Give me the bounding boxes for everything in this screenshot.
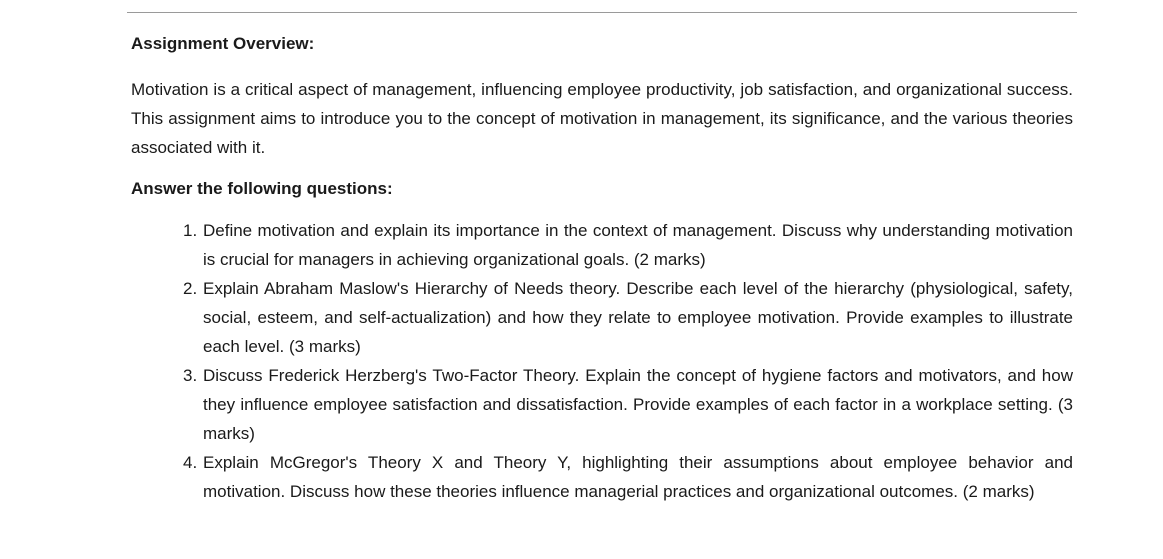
questions-list [131,216,1073,506]
question-item-1 [131,216,1073,274]
question-item-2 [131,274,1073,361]
question-item-3 [131,361,1073,448]
question-text: Explain McGregor's Theory X and Theory Y, highlighting their assumptions about employee behavior and motivation. Discuss how these theories influence managerial practices and organizational outcomes. (2 marks) [203,453,1073,501]
question-text: Explain Abraham Maslow's Hierarchy of Needs theory. Describe each level of the hierarchy (physiological, safety, social, esteem, and self-actualization) and how they relate to employee motivation. Provide examples to illustrate each level. (3 marks) [203,279,1073,356]
question-number: 1. [183,221,198,240]
question-number: 4. [183,453,198,472]
assignment-overview-heading: Assignment Overview: [131,34,315,53]
document-page [131,32,1073,506]
question-number: 3. [183,366,198,385]
question-item-4 [131,448,1073,506]
questions-heading: Answer the following questions: [131,179,393,198]
overview-paragraph: Motivation is a critical aspect of management, influencing employee productivity, job satisfaction, and organizational success. This assignment aims to introduce you to the concept of motivation in management, its significance, and the various theories associated with it. [131,80,1073,157]
question-number: 2. [183,279,198,298]
question-text: Discuss Frederick Herzberg's Two-Factor Theory. Explain the concept of hygiene factors and motivators, and how they influence employee satisfaction and dissatisfaction. Provide examples of each factor in a workplace setting. (3 marks) [203,366,1073,443]
top-divider [127,12,1077,13]
question-text: Define motivation and explain its importance in the context of management. Discuss why understanding motivation is crucial for managers in achieving organizational goals. (2 marks) [203,221,1073,269]
